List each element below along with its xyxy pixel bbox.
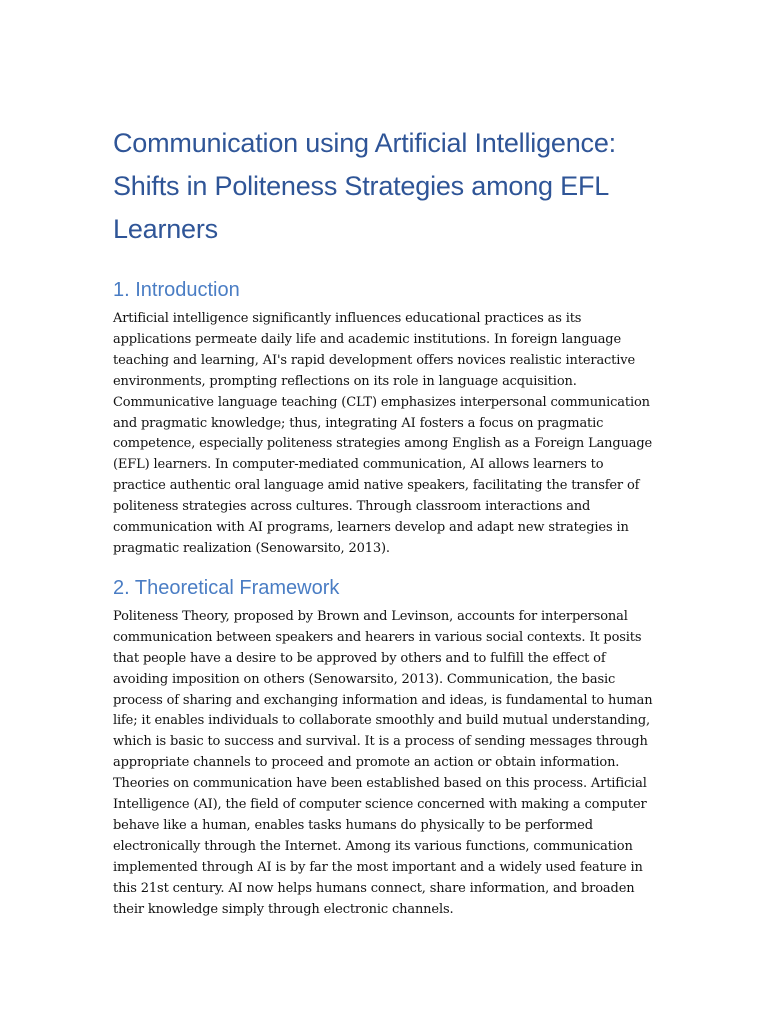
- section-heading-introduction: 1. Introduction: [113, 279, 240, 301]
- section-theoretical-framework: [113, 574, 658, 921]
- section-heading-theoretical-framework: 2. Theoretical Framework: [113, 576, 340, 599]
- document-title: Communication using Artificial Intelligence: Shifts in Politeness Strategies among EFL Learners: [113, 128, 616, 244]
- section-introduction: [113, 276, 658, 560]
- document-page: [113, 122, 658, 920]
- paragraph-theoretical-framework: Politeness Theory, proposed by Brown and Levinson, accounts for interpersonal communication between speakers and hearers in various social contexts. It posits that people have a desire to be approved by others and to fulfill the effect of avoiding imposition on others (Senowarsito, 2013). Communication, the basic process of sharing and exchanging information and ideas, is fundamental to human life; it enables individuals to collaborate smoothly and build mutual understanding, which is basic to success and survival. It is a process of sending messages through appropriate channels to proceed and promote an action or obtain information. Theories on communication have been established based on this process. Artificial Intelligence (AI), the field of computer science concerned with making a computer behave like a human, enables tasks humans do physically to be performed electronically through the Internet. Among its various functions, communication implemented through AI is by far the most important and a widely used feature in this 21st century. AI now helps humans connect, share information, and broaden their knowledge simply through electronic channels.: [113, 608, 653, 917]
- paragraph-introduction: Artificial intelligence significantly influences educational practices as its applications permeate daily life and academic institutions. In foreign language teaching and learning, AI's rapid development offers novices realistic interactive environments, prompting reflections on its role in language acquisition. Communicative language teaching (CLT) emphasizes interpersonal communication and pragmatic knowledge; thus, integrating AI fosters a focus on pragmatic competence, especially politeness strategies among English as a Foreign Language (EFL) learners. In computer-mediated communication, AI allows learners to practice authentic oral language amid native speakers, facilitating the transfer of politeness strategies across cultures. Through classroom interactions and communication with AI programs, learners develop and adapt new strategies in pragmatic realization (Senowarsito, 2013).: [113, 311, 653, 556]
